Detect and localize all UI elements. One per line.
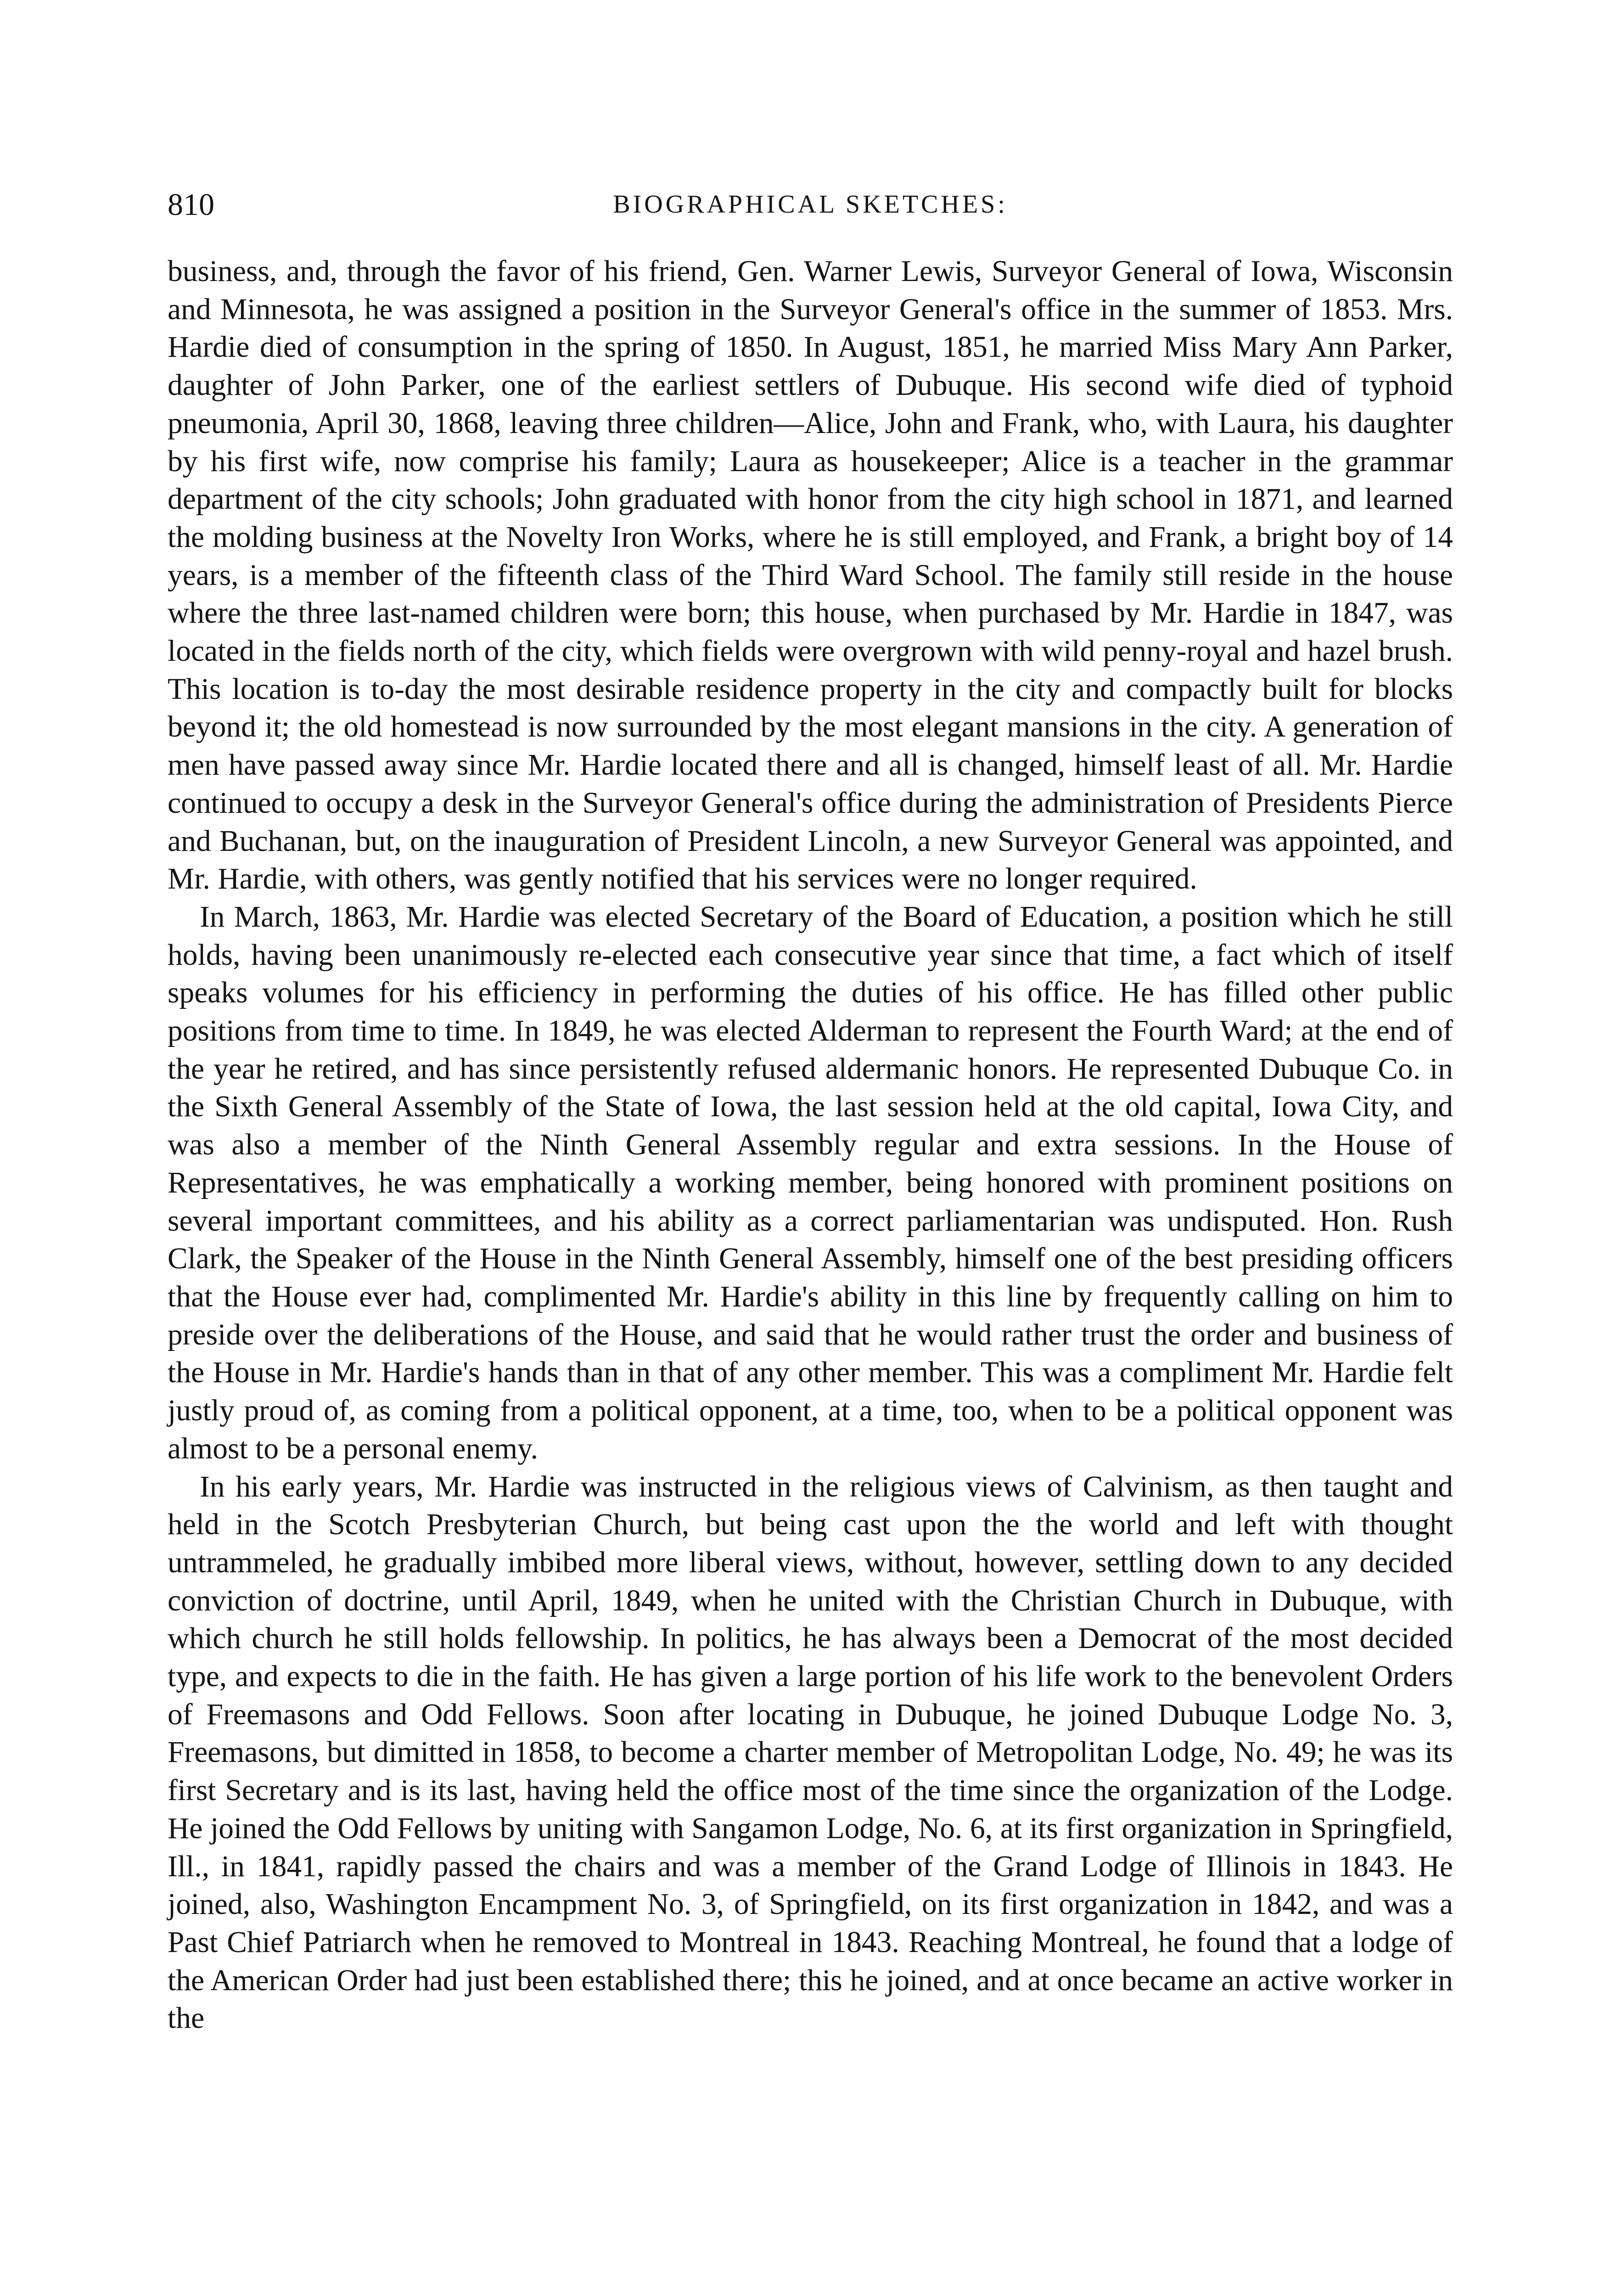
body-text	[168, 253, 1453, 2037]
paragraph-religion-and-orders: In his early years, Mr. Hardie was instructed in the religious views of Calvinism, as then taught and held in the Scotch Presbyterian Church, but being cast upon the the world and left with thought untrammeled, he gradually imbibed more liberal views, without, however, settling down to any decided conviction of doctrine, until April, 1849, when he united with the Christian Church in Dubuque, with which church he still holds fellowship. In politics, he has always been a Democrat of the most decided type, and expects to die in the faith. He has given a large portion of his life work to the benevolent Orders of Freemasons and Odd Fellows. Soon after locating in Dubuque, he joined Dubuque Lodge No. 3, Freemasons, but dimitted in 1858, to become a charter member of Metropolitan Lodge, No. 49; he was its first Secretary and is its last, having held the office most of the time since the organization of the Lodge. He joined the Odd Fellows by uniting with Sangamon Lodge, No. 6, at its first organization in Springfield, Ill., in 1841, rapidly passed the chairs and was a member of the Grand Lodge of Illinois in 1843. He joined, also, Washington Encampment No. 3, of Springfield, on its first organization in 1842, and was a Past Chief Patriarch when he removed to Montreal in 1843. Reaching Montreal, he found that a lodge of the American Order had just been established there; this he joined, and at once became an active worker in the	[168, 1470, 1453, 2035]
running-title: BIOGRAPHICAL SKETCHES:	[613, 190, 1008, 219]
page-number: 810	[168, 187, 214, 222]
paragraph-continued: business, and, through the favor of his friend, Gen. Warner Lewis, Surveyor General of Iowa, Wisconsin and Minnesota, he was assigned a position in the Surveyor General's office in the summer of 1853. Mrs. Hardie died of consumption in the spring of 1850. In August, 1851, he married Miss Mary Ann Parker, daughter of John Parker, one of the earliest settlers of Dubuque. His second wife died of typhoid pneumonia, April 30, 1868, leaving three children—Alice, John and Frank, who, with Laura, his daughter by his first wife, now comprise his family; Laura as housekeeper; Alice is a teacher in the grammar department of the city schools; John graduated with honor from the city high school in 1871, and learned the molding business at the Novelty Iron Works, where he is still employed, and Frank, a bright boy of 14 years, is a member of the fifteenth class of the Third Ward School. The family still reside in the house where the three last-named children were born; this house, when purchased by Mr. Hardie in 1847, was located in the fields north of the city, which fields were overgrown with wild penny-royal and hazel brush. This location is to-day the most desirable residence property in the city and compactly built for blocks beyond it; the old homestead is now surrounded by the most elegant mansions in the city. A generation of men have passed away since Mr. Hardie located there and all is changed, himself least of all. Mr. Hardie continued to occupy a desk in the Surveyor General's office during the administration of Presidents Pierce and Buchanan, but, on the inauguration of President Lincoln, a new Surveyor General was appointed, and Mr. Hardie, with others, was gently notified that his services were no longer required.	[168, 255, 1453, 896]
running-head	[168, 184, 1453, 225]
paragraph-board-of-education: In March, 1863, Mr. Hardie was elected Secretary of the Board of Education, a position which he still holds, having been unanimously re-elected each consecutive year since that time, a fact which of itself speaks volumes for his efficiency in performing the duties of his office. He has filled other public positions from time to time. In 1849, he was elected Alderman to represent the Fourth Ward; at the end of the year he retired, and has since persistently refused aldermanic honors. He represented Dubuque Co. in the Sixth General Assembly of the State of Iowa, the last session held at the old capital, Iowa City, and was also a member of the Ninth General Assembly regular and extra sessions. In the House of Representatives, he was emphatically a working member, being honored with prominent positions on several important committees, and his ability as a correct parliamentarian was undisputed. Hon. Rush Clark, the Speaker of the House in the Ninth General Assembly, himself one of the best presiding officers that the House ever had, complimented Mr. Hardie's ability in this line by frequently calling on him to preside over the deliberations of the House, and said that he would rather trust the order and business of the House in Mr. Hardie's hands than in that of any other member. This was a compliment Mr. Hardie felt justly proud of, as coming from a political opponent, at a time, too, when to be a political opponent was almost to be a personal enemy.	[168, 900, 1453, 1465]
book-page	[168, 184, 1453, 2037]
